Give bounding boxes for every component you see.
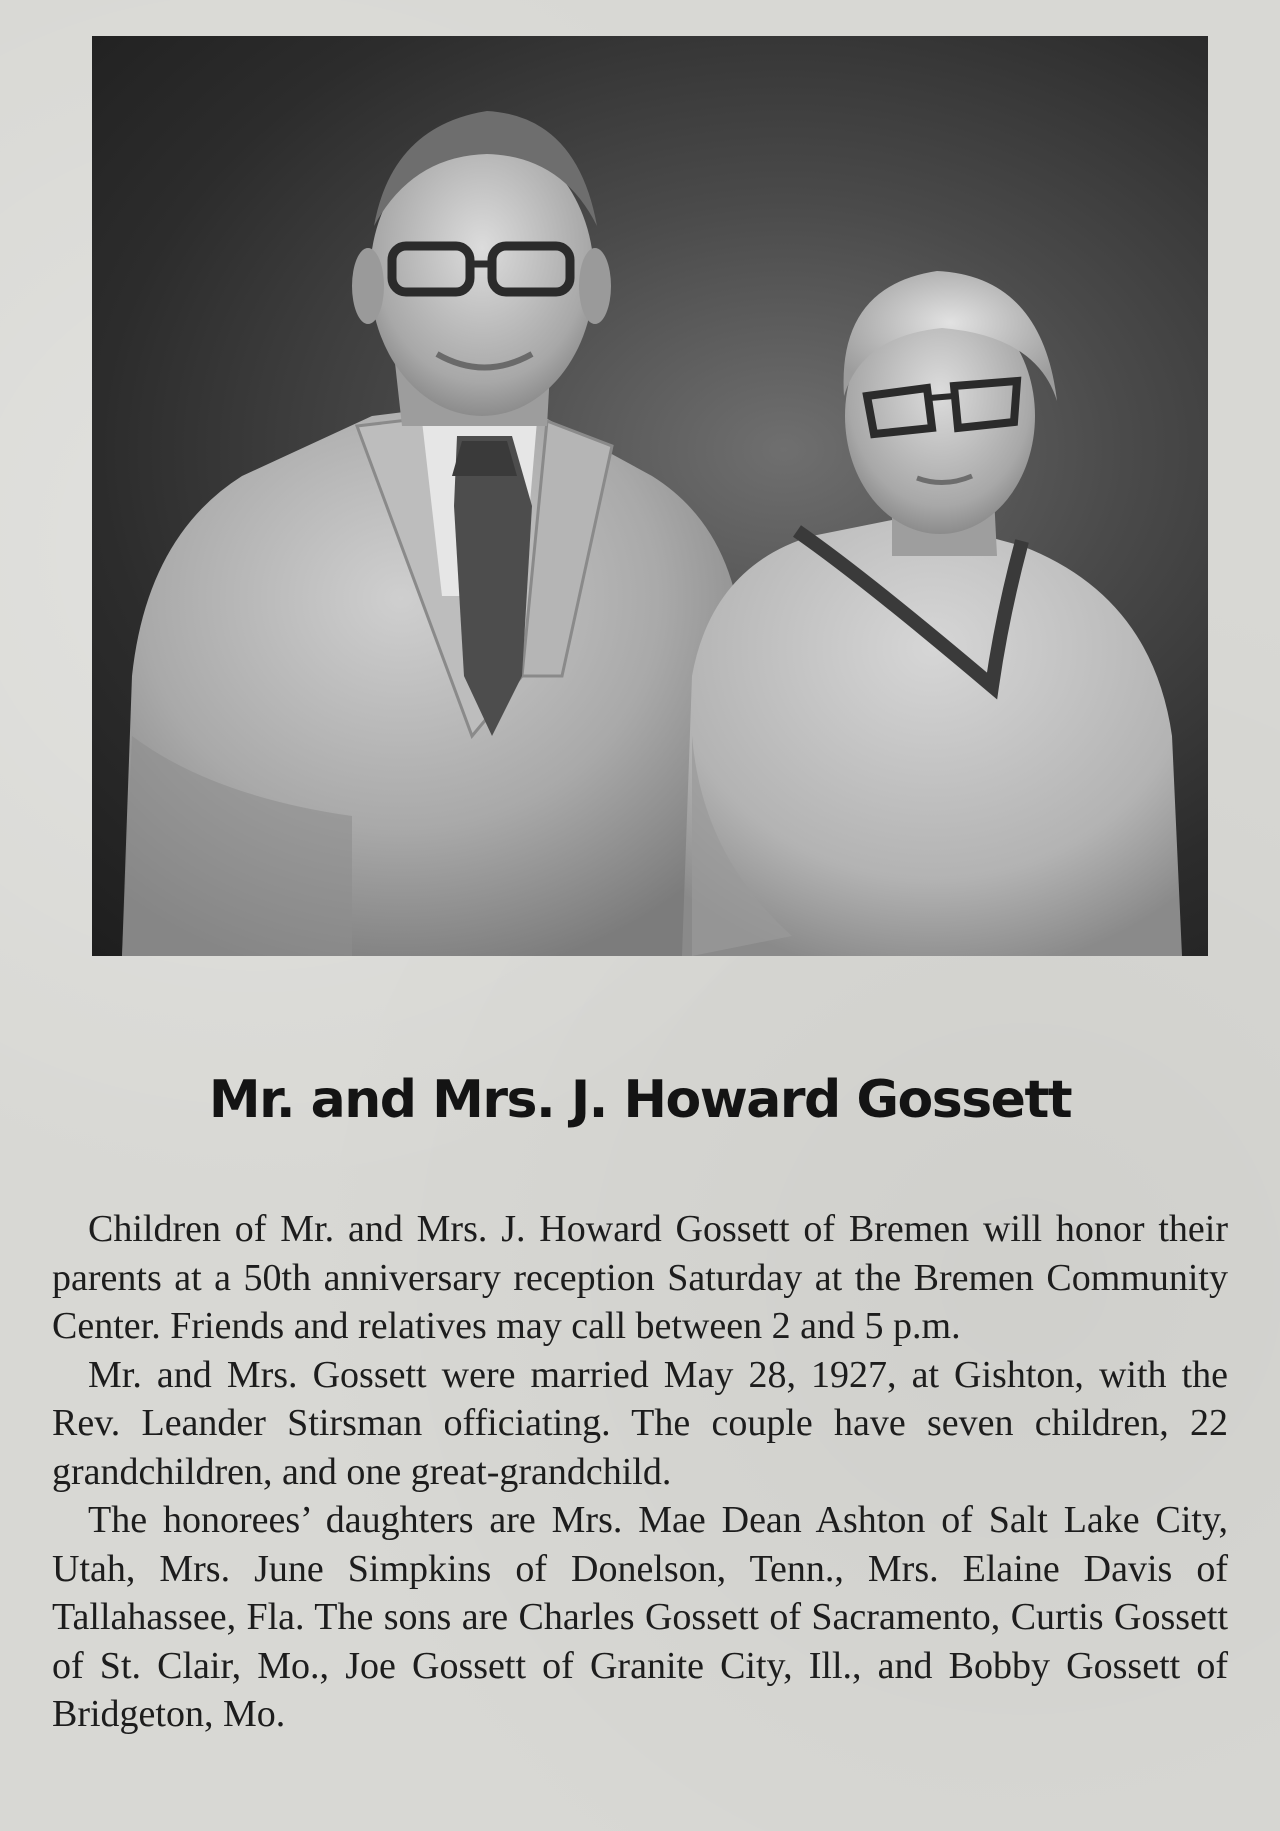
article-paragraph: The honorees’ daughters are Mrs. Mae Dean Ashton of Salt Lake City, Utah, Mrs. June Simpkins of Donelson, Tenn., Mrs. Elaine Davis of Tallahassee, Fla. The sons are Charles Gossett of Sacramento, Curtis Gossett of St. Clair, Mo., Joe Gossett of Granite City, Ill., and Bobby Gossett of Bridgeton, Mo.: [52, 1499, 1228, 1735]
portrait-illustration: [92, 36, 1208, 956]
woman-figure: [682, 271, 1182, 956]
article-paragraph: Children of Mr. and Mrs. J. Howard Gossett of Bremen will honor their parents at a 50th anniversary reception Saturday at the Bremen Community Center. Friends and relatives may call between 2 and 5 p.m.: [52, 1208, 1228, 1347]
article-body: [52, 1205, 1228, 1739]
article-paragraph: Mr. and Mrs. Gossett were married May 28, 1927, at Gishton, with the Rev. Leander Stirsman officiating. The couple have seven children, 22 grandchildren, and one great-grandchild.: [52, 1353, 1228, 1493]
couple-portrait-photo: [92, 36, 1208, 956]
man-figure: [122, 111, 742, 956]
headline: Mr. and Mrs. J. Howard Gossett: [208, 1070, 1072, 1130]
